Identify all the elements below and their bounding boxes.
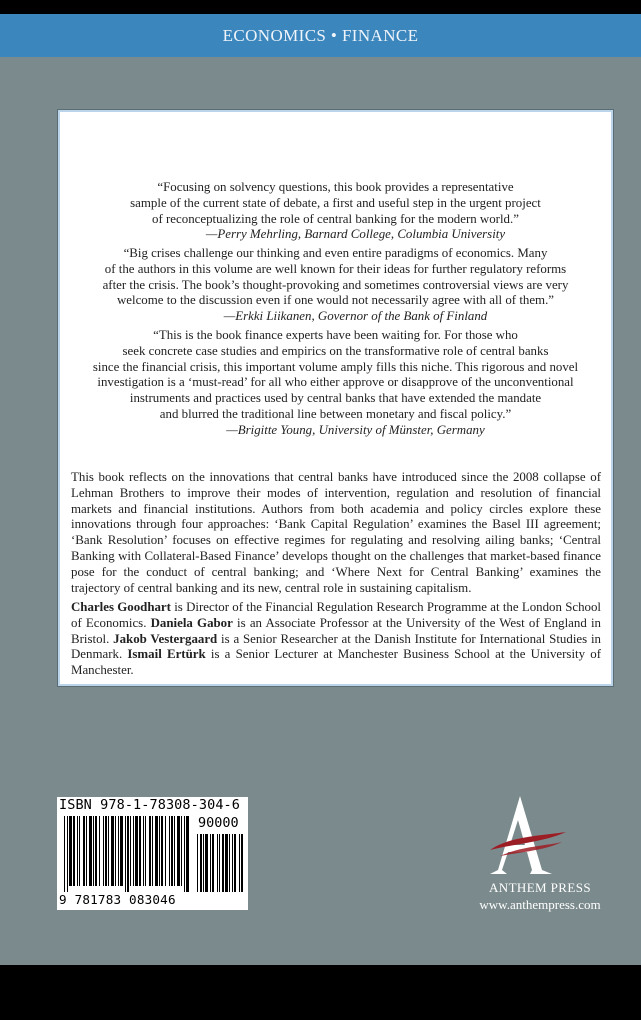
barcode-bar: [99, 816, 100, 886]
quote-line: welcome to the discussion even if one would not necessarily agree with all of them.”: [116, 293, 555, 308]
barcode-bar: [217, 834, 218, 892]
barcode-bar: [219, 834, 220, 892]
barcode-bar: [177, 816, 180, 886]
publisher-url[interactable]: www.anthempress.com: [479, 897, 601, 912]
barcode-bar: [205, 834, 208, 892]
barcode-bar: [86, 816, 87, 886]
price-code: 90000: [195, 815, 242, 831]
barcode-bar: [225, 834, 228, 892]
quote-line: investigation is a ‘must-read’ for all who either approve or disapprove of the unconventional: [97, 375, 574, 390]
barcode-bar: [125, 816, 126, 892]
quote-line: after the crisis. The book’s thought-provoking and sometimes controversial views are very: [102, 277, 569, 292]
quote-line: sample of the current state of debate, a first and useful step in the urgent project: [130, 195, 541, 210]
barcode-bar: [232, 834, 233, 892]
author-bios: [71, 600, 601, 679]
quote-line: seek concrete case studies and empirics on the transformative role of central banks: [122, 343, 549, 358]
barcode-bar: [152, 816, 153, 886]
quote-line: of the authors in this volume are well known for their ideas for further regulatory reforms: [104, 261, 567, 276]
author-bio: is an Associate Professor at the University of the West of England in Bristol.: [71, 615, 601, 646]
author-name: Daniela Gabor: [150, 615, 233, 630]
ean-number: 9 781783 083046: [59, 892, 176, 907]
author-name: Jakob Vestergaard: [113, 631, 218, 646]
quote-attribution: —Brigitte Young, University of Münster, Germany: [226, 422, 485, 437]
barcode-bar: [95, 816, 97, 886]
barcode-bar: [184, 816, 185, 892]
category-band: [0, 14, 641, 57]
author-bio: is a Senior Lecturer at Manchester Business School at the University of Manchester.: [71, 647, 601, 678]
barcode-bar: [133, 816, 134, 886]
barcode-bar: [118, 816, 119, 886]
barcode-bar: [108, 816, 109, 886]
barcode-bar: [130, 816, 131, 886]
barcode-bar: [165, 816, 166, 886]
barcode-bar: [222, 834, 224, 892]
publisher-name: ANTHEM PRESS: [489, 880, 591, 895]
barcode-bar: [79, 816, 80, 886]
barcode-bar: [73, 816, 75, 886]
quote-line: “This is the book finance experts have been waiting for. For those who: [153, 328, 518, 342]
author-name: Ismail Ertürk: [127, 647, 206, 662]
barcode-bar: [93, 816, 94, 886]
category-label: ECONOMICS • FINANCE: [222, 26, 419, 45]
barcode-bar: [64, 816, 65, 892]
quote-1: [58, 180, 613, 243]
isbn-number: ISBN 978-1-78308-304-6: [59, 797, 241, 813]
barcode-bar: [200, 834, 202, 892]
barcode-bar: [135, 816, 138, 886]
barcode-bar: [239, 834, 240, 892]
barcode-bar: [181, 816, 182, 886]
barcode-bar: [83, 816, 85, 886]
barcode-bar: [69, 816, 72, 886]
barcode-bar: [229, 834, 230, 892]
quote-2: [58, 246, 613, 325]
anthem-a-logo-icon: [470, 792, 570, 882]
author-name: Charles Goodhart: [71, 600, 171, 614]
barcode-bar: [115, 816, 116, 886]
isbn-barcode: [57, 797, 248, 910]
barcode-bar: [149, 816, 151, 886]
barcode-bar: [234, 834, 236, 892]
barcode-bar: [212, 834, 214, 892]
barcode-bar: [155, 816, 158, 886]
barcode-bar: [127, 816, 129, 892]
barcode-bar: [111, 816, 114, 886]
author-bio: is Director of the Financial Regulation Research Programme at the London School of Economics.: [71, 600, 602, 630]
barcode-bar: [89, 816, 92, 886]
barcode-bar: [203, 834, 204, 892]
barcode-bar: [67, 816, 68, 892]
blurb-panel: [58, 110, 613, 686]
barcode-bar: [171, 816, 173, 886]
quote-attribution: —Erkki Liikanen, Governor of the Bank of Finland: [223, 309, 488, 324]
quote-attribution: —Perry Mehrling, Barnard College, Columbia University: [205, 227, 506, 242]
barcode-bar: [77, 816, 78, 886]
barcode-bar: [105, 816, 107, 886]
barcode-bar: [186, 816, 189, 892]
book-description: This book reflects on the innovations that central banks have introduced since the 2008 collapse of Lehman Brothers to improve their modes of intervention, regulation and resolution of financial markets and financial institutions. Authors from both academia and policy circles explore these innovations through four approaches: ‘Bank Capital Regulation’ examines the Basel III agreement; ‘Bank Resolution’ focuses on effective regimes for regulating and resolving ailing banks; ‘Central Banking with Collateral-Based Finance’ develops thought on the challenges that market-based finance pose for the conduct of central banking; and ‘Where Next for Central Banking’ examines the trajectory of central banking and its new, central role in sustaining capitalism.: [71, 470, 601, 595]
quote-3: [58, 328, 613, 439]
barcode-bar: [161, 816, 163, 886]
quote-line: instruments and practices used by central banks that have extended the mandate: [129, 391, 542, 406]
barcode-bar: [241, 834, 243, 892]
quote-line: and blurred the traditional line between monetary and fiscal policy.”: [159, 406, 512, 421]
barcode-bar: [139, 816, 141, 886]
barcode-bar: [145, 816, 146, 886]
barcode-bar: [210, 834, 211, 892]
barcode-bar: [174, 816, 175, 886]
publisher-block: [460, 880, 620, 913]
quote-line: of reconceptualizing the role of central banking for the modern world.”: [152, 211, 519, 226]
quote-line: “Big crises challenge our thinking and even entire paradigms of economics. Many: [123, 246, 548, 260]
barcode-bar: [103, 816, 104, 886]
author-bio: is a Senior Researcher at the Danish Institute for International Studies in Denmark.: [71, 631, 601, 662]
quote-line: “Focusing on solvency questions, this book provides a representative: [157, 180, 514, 194]
barcode-bar: [159, 816, 160, 886]
barcode-bar: [143, 816, 144, 886]
barcode-bar: [120, 816, 123, 886]
barcode-bar: [169, 816, 170, 886]
quote-line: since the financial crisis, this important volume amply fills this niche. This rigorous and novel: [92, 359, 579, 374]
barcode-bar: [197, 834, 198, 892]
